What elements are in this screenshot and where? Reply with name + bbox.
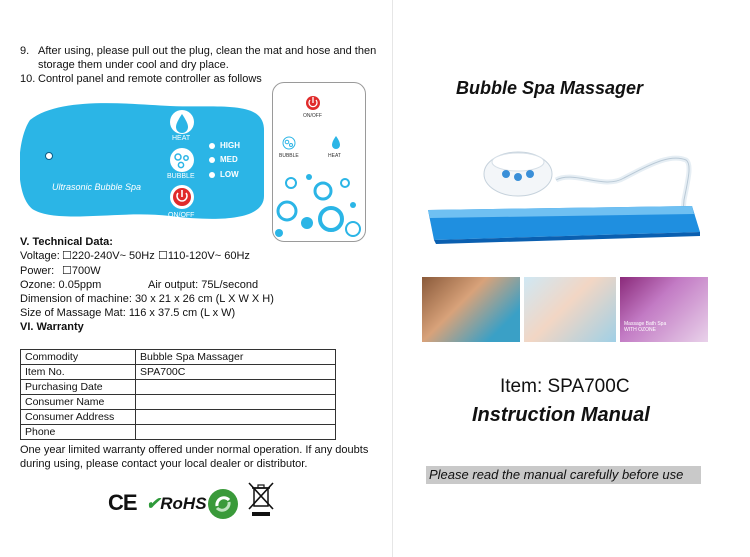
warranty-value xyxy=(136,380,336,395)
warranty-table xyxy=(20,349,336,440)
panel-heat-label: HEAT xyxy=(172,135,191,142)
remote-bubble-label: BUBBLE xyxy=(279,153,299,159)
manual-title: Instruction Manual xyxy=(472,404,650,426)
step-9-text: After using, please pull out the plug, clean the mat and hose and then xyxy=(38,45,377,57)
panel-bubble-label: BUBBLE xyxy=(167,173,195,180)
warranty-note-line-1: One year limited warranty offered under normal operation. If any doubts xyxy=(20,444,369,456)
rohs-text: RoHS xyxy=(160,494,207,513)
mat-size: Size of Massage Mat: 116 x 37.5 cm (L x W) xyxy=(20,307,236,319)
warranty-label: Purchasing Date xyxy=(21,380,136,395)
step-10-number: 10. xyxy=(20,73,36,85)
warranty-value: Bubble Spa Massager xyxy=(136,350,336,365)
technical-heading: V. Technical Data: xyxy=(20,236,113,248)
step-9-text-cont: storage them under cool and dry place. xyxy=(38,59,229,71)
table-row xyxy=(21,380,336,395)
step-9-number: 9. xyxy=(20,45,30,57)
warranty-label: Commodity xyxy=(21,350,136,365)
rohs-mark: ✔RoHS xyxy=(146,494,207,513)
warranty-heading: VI. Warranty xyxy=(20,321,84,333)
voltage-label: Voltage: xyxy=(20,250,60,262)
voltage-option-1: ☐220-240V~ 50Hz xyxy=(62,250,155,262)
machine-dimension: Dimension of machine: 30 x 21 x 26 cm (L X W X H) xyxy=(20,293,274,305)
remote-onoff-label: ON/OFF xyxy=(303,113,322,119)
warranty-value xyxy=(136,410,336,425)
step-10-text: Control panel and remote controller as follows xyxy=(38,73,262,85)
warranty-label: Phone xyxy=(21,425,136,440)
warranty-value xyxy=(136,395,336,410)
control-panel xyxy=(20,100,264,222)
panel-brand: Ultrasonic Bubble Spa xyxy=(52,182,142,192)
recycle-icon xyxy=(207,488,239,525)
page-divider xyxy=(392,0,393,557)
spa-photo-woman xyxy=(422,277,520,342)
warranty-label: Consumer Name xyxy=(21,395,136,410)
panel-med-label: MED xyxy=(220,155,238,164)
warranty-label: Item No. xyxy=(21,365,136,380)
ce-mark: CE xyxy=(108,490,137,515)
power-value: ☐700W xyxy=(62,265,101,277)
table-row xyxy=(21,410,336,425)
panel-onoff-label: ON/OFF xyxy=(168,212,195,219)
table-row xyxy=(21,425,336,440)
product-title: Bubble Spa Massager xyxy=(456,78,644,98)
weee-bin-icon xyxy=(246,480,276,523)
table-row xyxy=(21,350,336,365)
item-number: Item: SPA700C xyxy=(500,376,630,397)
spa-photo-caption: Massage Bath Spa WITH OZONE xyxy=(624,321,667,333)
voltage-option-2: ☐110-120V~ 60Hz xyxy=(158,250,250,262)
remote-controller xyxy=(272,82,366,242)
warranty-value xyxy=(136,425,336,440)
ozone-value: Ozone: 0.05ppm xyxy=(20,279,102,291)
power-label: Power: xyxy=(20,265,55,277)
panel-low-label: LOW xyxy=(220,170,239,179)
panel-high-label: HIGH xyxy=(220,141,240,150)
product-image xyxy=(424,140,702,260)
remote-heat-label: HEAT xyxy=(328,153,341,159)
table-row xyxy=(21,395,336,410)
warranty-value: SPA700C xyxy=(136,365,336,380)
table-row xyxy=(21,365,336,380)
warranty-note-line-2: during using, please contact your local dealer or distributor. xyxy=(20,458,308,470)
spa-photo-arm xyxy=(524,277,616,342)
read-manual-note: Please read the manual carefully before use xyxy=(426,466,701,484)
warranty-label: Consumer Address xyxy=(21,410,136,425)
air-output: Air output: 75L/second xyxy=(148,279,259,291)
spa-photo-flowers xyxy=(620,277,708,342)
